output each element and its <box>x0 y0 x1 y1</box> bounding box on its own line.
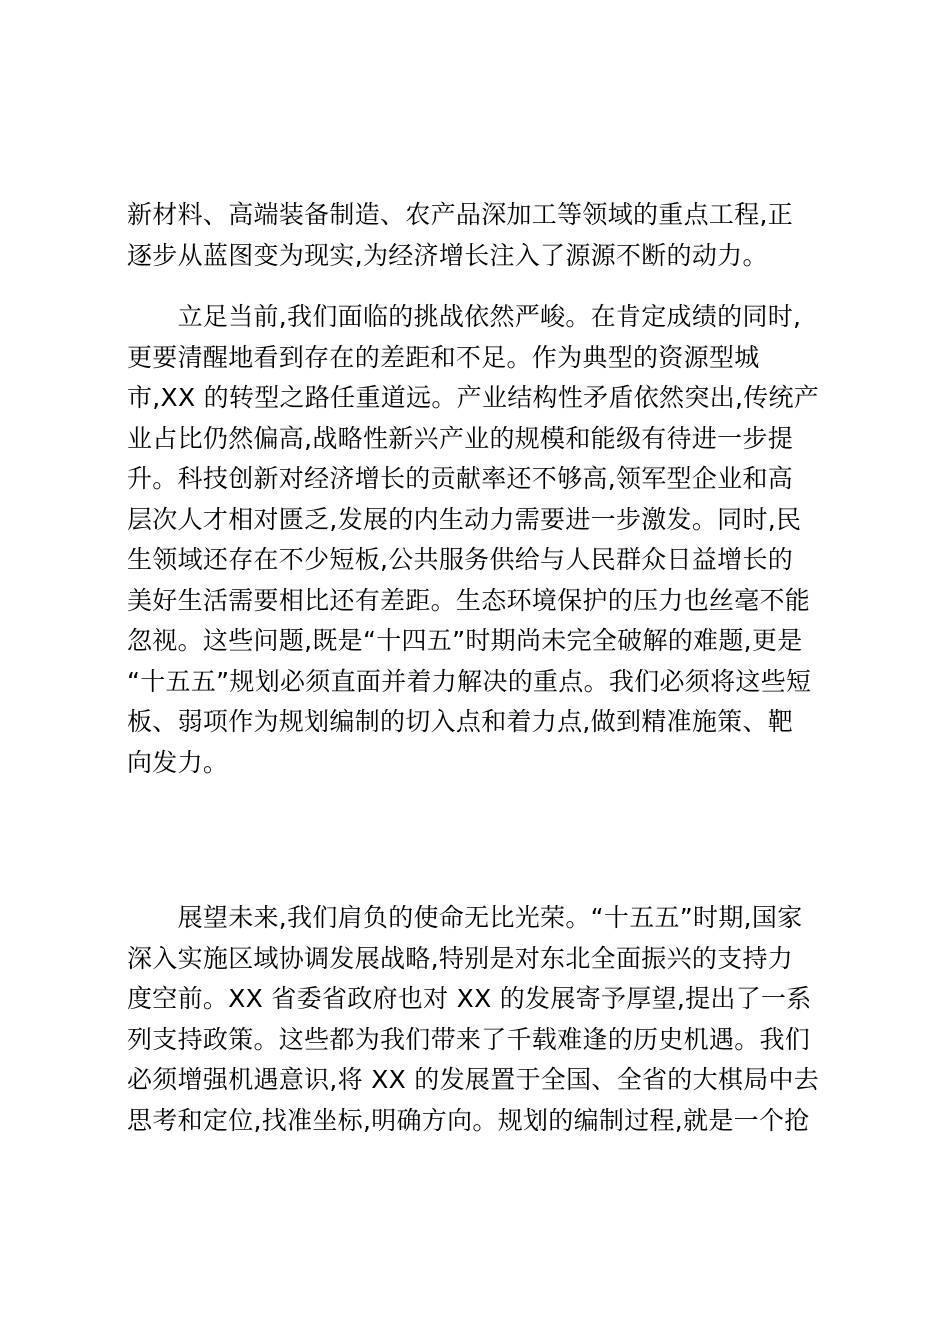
paragraph-line: 更要清醒地看到存在的差距和不足。作为典型的资源型城 <box>127 342 760 372</box>
paragraph-line: 升。科技创新对经济增长的贡献率还不够高,领军型企业和高 <box>127 464 794 493</box>
paragraph-line: 列支持政策。这些都为我们带来了千载难逢的历史机遇。我们 <box>127 1024 811 1054</box>
paragraph-line: 层次人才相对匮乏,发展的内生动力需要进一步激发。同时,民 <box>127 504 802 534</box>
paragraph-line: 市,XX 的转型之路任重道远。产业结构性矛盾依然突出,传统产 <box>127 383 820 412</box>
paragraph-2 <box>127 297 827 783</box>
paragraph-line: 新材料、高端装备制造、农产品深加工等领域的重点工程,正 <box>127 200 794 229</box>
paragraph-line: 业占比仍然偏高,战略性新兴产业的规模和能级有待进一步提 <box>127 423 794 453</box>
paragraph-line: “十五五”规划必须直面并着力解决的重点。我们必须将这些短 <box>127 666 812 696</box>
paragraph-1 <box>127 195 827 276</box>
paragraph-line: 立足当前,我们面临的挑战依然严峻。在肯定成绩的同时, <box>127 302 802 331</box>
paragraph-line: 度空前。XX 省委省政府也对 XX 的发展寄予厚望,提出了一系 <box>127 984 812 1013</box>
paragraph-line: 生领域还存在不少短板,公共服务供给与人民群众日益增长的 <box>127 545 794 574</box>
paragraph-line: 美好生活需要相比还有差距。生态环境保护的压力也丝毫不能 <box>127 585 811 615</box>
paragraph-3 <box>127 898 827 1141</box>
paragraph-line: 必须增强机遇意识,将 XX 的发展置于全国、全省的大棋局中去 <box>127 1065 820 1094</box>
paragraph-line: 展望未来,我们肩负的使命无比光荣。“十五五”时期,国家 <box>127 903 803 932</box>
paragraph-line: 思考和定位,找准坐标,明确方向。规划的编制过程,就是一个抢 <box>127 1105 810 1135</box>
paragraph-line: 板、弱项作为规划编制的切入点和着力点,做到精准施策、靶 <box>127 707 794 736</box>
paragraph-line: 深入实施区域协调发展战略,特别是对东北全面振兴的支持力 <box>127 943 794 973</box>
paragraph-line: 向发力。 <box>127 747 229 777</box>
paragraph-line: 逐步从蓝图变为现实,为经济增长注入了源源不断的动力。 <box>127 240 768 270</box>
paragraph-line: 忽视。这些问题,既是“十四五”时期尚未完全破解的难题,更是 <box>127 626 803 655</box>
